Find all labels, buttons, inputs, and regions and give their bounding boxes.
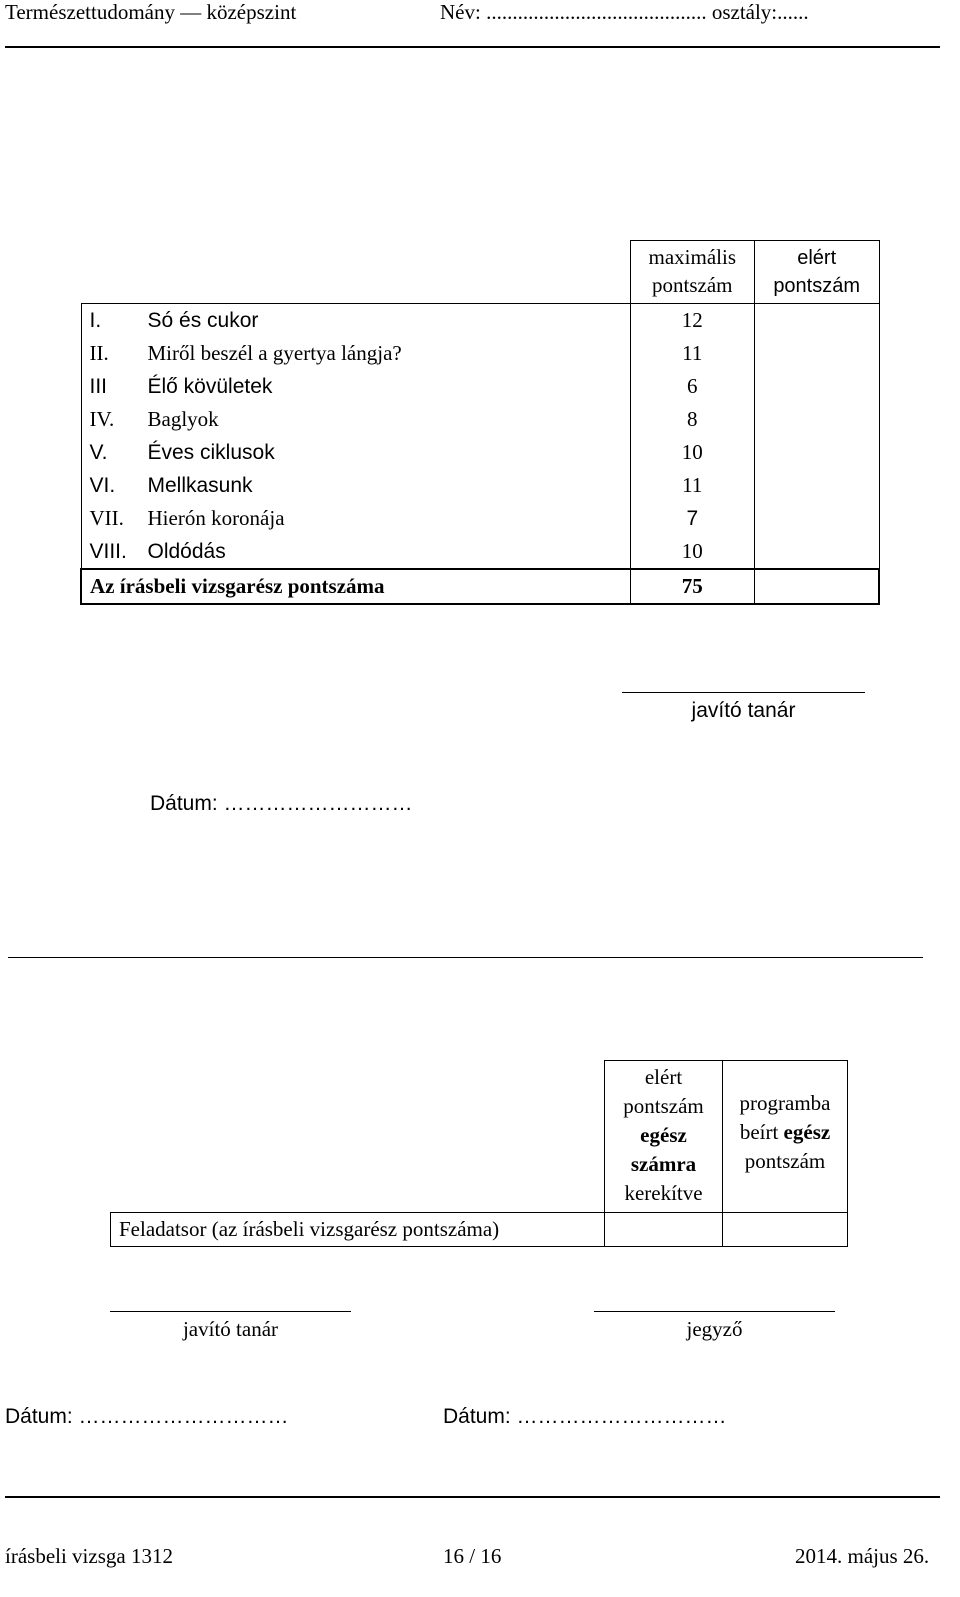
signature-line-right <box>594 1311 835 1312</box>
row-number: VI. <box>89 473 116 497</box>
row-max: 6 <box>630 370 754 403</box>
row-max: 11 <box>630 337 754 370</box>
row-number: V. <box>89 440 108 464</box>
table-row <box>81 337 879 370</box>
program-score-input[interactable] <box>723 1213 848 1247</box>
table-row <box>81 403 879 436</box>
row-title: Oldódás <box>147 539 226 563</box>
total-got-input[interactable] <box>754 569 879 604</box>
notary-label: jegyző <box>686 1317 743 1341</box>
row-title: Miről beszél a gyertya lángja? <box>147 341 402 365</box>
header-subject: Természettudomány — középszint <box>5 0 297 24</box>
table-row <box>81 469 879 502</box>
row-got-input[interactable] <box>754 469 879 502</box>
section-divider <box>8 957 923 958</box>
row-number: III <box>89 374 108 398</box>
row-max: 10 <box>630 535 754 569</box>
col-program-header: programba beírt egész pontszám <box>723 1061 848 1213</box>
row-got-input[interactable] <box>754 370 879 403</box>
row-max: 10 <box>630 436 754 469</box>
row-title: Só és cukor <box>147 308 259 332</box>
header-rule <box>5 46 940 48</box>
row-title: Éves ciklusok <box>147 440 275 464</box>
row-number: IV. <box>89 407 115 431</box>
row-max: 7 <box>630 502 754 535</box>
total-max: 75 <box>630 569 754 604</box>
row-got-input[interactable] <box>754 403 879 436</box>
table-row <box>81 436 879 469</box>
footer-exam-id: írásbeli vizsga 1312 <box>5 1544 173 1568</box>
row-got-input[interactable] <box>754 436 879 469</box>
table-row <box>81 304 879 338</box>
signature-line-left <box>110 1311 351 1312</box>
row-number: I. <box>89 308 102 332</box>
footer-rule <box>5 1496 940 1498</box>
table-row-total <box>81 569 879 604</box>
table-row <box>81 535 879 569</box>
col-got-header: elért pontszám <box>754 241 879 304</box>
row-title: Mellkasunk <box>147 473 253 497</box>
row-got-input[interactable] <box>754 502 879 535</box>
row-number: VII. <box>89 506 124 530</box>
feladatsor-label: Feladatsor (az írásbeli vizsgarész pontszáma) <box>111 1213 605 1247</box>
row-title: Hierón koronája <box>147 506 285 530</box>
corrector-label-2: javító tanár <box>182 1317 279 1341</box>
table-row <box>81 502 879 535</box>
row-number: VIII. <box>89 539 127 563</box>
total-label: Az írásbeli vizsgarész pontszáma <box>81 569 630 604</box>
row-title: Élő kövületek <box>147 374 273 398</box>
row-got-input[interactable] <box>754 304 879 338</box>
footer-page-number: 16 / 16 <box>443 1544 502 1568</box>
footer-date: 2014. május 26. <box>795 1544 930 1568</box>
row-max: 12 <box>630 304 754 338</box>
header-name-field: Név: .......................................... osztály:...... <box>440 0 809 24</box>
row-title: Baglyok <box>147 407 219 431</box>
rounded-score-input[interactable] <box>605 1213 723 1247</box>
score-table <box>80 240 880 605</box>
signature-line <box>622 692 865 693</box>
row-number: II. <box>89 341 109 365</box>
date-field[interactable]: Dátum: ……………………… <box>150 792 413 815</box>
row-max: 8 <box>630 403 754 436</box>
row-got-input[interactable] <box>754 337 879 370</box>
date-field-left[interactable]: Dátum: ………………………… <box>5 1405 289 1428</box>
corrector-label: javító tanár <box>691 699 796 722</box>
row-max: 11 <box>630 469 754 502</box>
rounding-table <box>110 1060 848 1247</box>
col-rounded-header: elért pontszám egész számra kerekítve <box>605 1061 723 1213</box>
col-max-header: maximális pontszám <box>630 241 754 304</box>
date-field-right[interactable]: Dátum: ………………………… <box>443 1405 727 1428</box>
row-got-input[interactable] <box>754 535 879 569</box>
table-row <box>111 1213 848 1247</box>
table-row <box>81 370 879 403</box>
